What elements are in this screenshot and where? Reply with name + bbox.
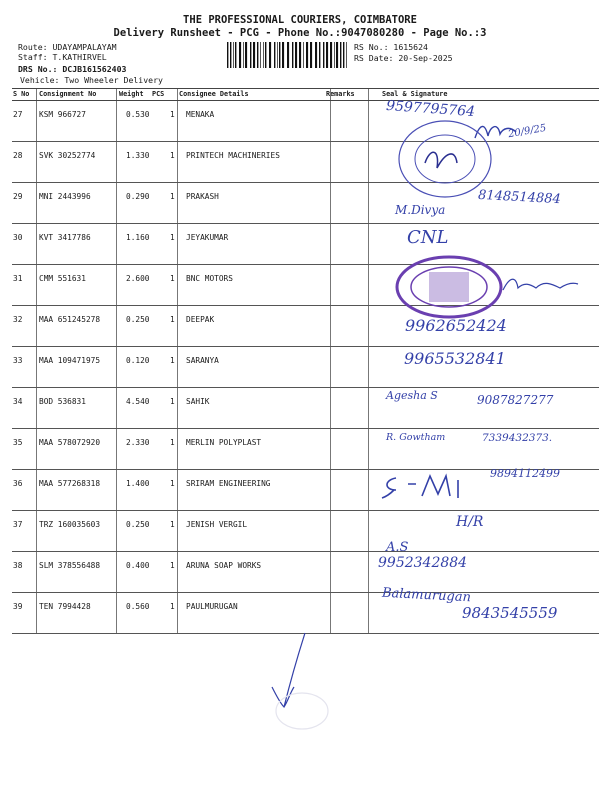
barcode-bar xyxy=(279,42,280,68)
r38-name-handwriting: A.S xyxy=(386,540,409,555)
header-weight: Weight xyxy=(119,90,144,98)
r38-phone-handwriting: 9952342884 xyxy=(378,555,468,571)
row-weight: 0.250 xyxy=(126,520,150,529)
row-pcs: 1 xyxy=(170,274,175,283)
row-pcs: 1 xyxy=(170,110,175,119)
r32-phone-handwriting: 9962652424 xyxy=(405,316,507,335)
r36-signature-icon xyxy=(378,470,478,506)
table-row xyxy=(12,511,599,552)
barcode-bar xyxy=(319,42,320,68)
barcode-bar xyxy=(233,42,234,68)
vehicle-label: Vehicle: Two Wheeler Delivery xyxy=(20,75,163,85)
barcode-bar xyxy=(250,42,251,68)
r39-phone-handwriting: 9843545559 xyxy=(462,604,558,622)
row-sno: 37 xyxy=(13,520,23,529)
row-consignment: BOD 536831 xyxy=(39,397,86,406)
drs-number: DRS No.: DCJB161562403 xyxy=(18,64,127,74)
table-row xyxy=(12,142,599,183)
barcode-bar xyxy=(257,42,258,68)
row-consignment: KSM 966727 xyxy=(39,110,86,119)
row-sno: 39 xyxy=(13,602,23,611)
row-consignee: ARUNA SOAP WORKS xyxy=(186,561,262,570)
row-consignment: TRZ 160035603 xyxy=(39,520,101,529)
barcode-bar xyxy=(282,42,284,68)
rs-number: RS No.: 1615624 xyxy=(354,42,428,52)
barcode-bar xyxy=(340,42,341,68)
row-consignee: BNC MOTORS xyxy=(186,274,233,283)
barcode-bar xyxy=(303,42,304,68)
r30-cnl-handwriting: CNL xyxy=(407,227,449,248)
r27-phone-handwriting: 9597795764 xyxy=(385,97,476,121)
header-sno: S No xyxy=(13,90,30,98)
row-sno: 33 xyxy=(13,356,23,365)
row-sno: 35 xyxy=(13,438,23,447)
r35-name-handwriting: R. Gowtham xyxy=(386,432,446,443)
row-pcs: 1 xyxy=(170,561,175,570)
barcode-bar xyxy=(253,42,255,68)
row-consignee: MENAKA xyxy=(186,110,215,119)
row-pcs: 1 xyxy=(170,520,175,529)
row-pcs: 1 xyxy=(170,315,175,324)
r34-name-handwriting: Agesha S xyxy=(386,389,438,402)
r36-phone-handwriting: 9894112499 xyxy=(490,467,560,480)
row-consignee: DEEPAK xyxy=(186,315,215,324)
barcode-bar xyxy=(292,42,293,68)
row-consignment: MNI 2443996 xyxy=(39,192,91,201)
header-remarks: Remarks xyxy=(326,90,355,98)
barcode-bar xyxy=(277,42,278,68)
barcode-bar xyxy=(235,42,236,68)
row-consignment: MAA 577268318 xyxy=(39,479,101,488)
table-header xyxy=(12,88,599,101)
row-consignment: MAA 651245278 xyxy=(39,315,101,324)
route-label: Route: UDAYAMPALAYAM xyxy=(18,42,117,52)
row-pcs: 1 xyxy=(170,356,175,365)
row-consignee: SRIRAM ENGINEERING xyxy=(186,479,271,488)
row-sno: 32 xyxy=(13,315,23,324)
row-weight: 0.400 xyxy=(126,561,150,570)
barcode-bar xyxy=(287,42,289,68)
r31-signature-icon xyxy=(500,272,580,300)
r34-phone-handwriting: 9087827277 xyxy=(477,393,554,407)
runsheet-subtitle: Delivery Runsheet - PCG - Phone No.:9047080280 - Page No.:3 xyxy=(113,27,487,39)
row-consignee: JEYAKUMAR xyxy=(186,233,229,242)
row-sno: 29 xyxy=(13,192,23,201)
row-sno: 36 xyxy=(13,479,23,488)
r35-phone-handwriting: 7339432373. xyxy=(482,432,553,444)
row-weight: 1.330 xyxy=(126,151,150,160)
rs-date: RS Date: 20-Sep-2025 xyxy=(354,53,453,63)
row-consignment: MAA 578072920 xyxy=(39,438,101,447)
row-consignee: JENISH VERGIL xyxy=(186,520,248,529)
barcode-bar xyxy=(299,42,301,68)
row-weight: 2.600 xyxy=(126,274,150,283)
row-consignee: SAHIK xyxy=(186,397,210,406)
row-consignment: SLM 378556488 xyxy=(39,561,101,570)
header-pcs: PCS xyxy=(152,90,165,98)
r27-date-handwriting: 20/9/25 xyxy=(507,122,548,141)
row-pcs: 1 xyxy=(170,233,175,242)
barcode-bar xyxy=(315,42,317,68)
barcode-bar xyxy=(306,42,308,68)
row-weight: 0.290 xyxy=(126,192,150,201)
row-pcs: 1 xyxy=(170,151,175,160)
barcode-bar xyxy=(243,42,244,68)
barcode-bar xyxy=(336,42,338,68)
header-consignee: Consignee Details xyxy=(179,90,249,98)
row-consignment: CMM 551631 xyxy=(39,274,86,283)
runsheet-table xyxy=(12,88,599,634)
row-weight: 0.120 xyxy=(126,356,150,365)
row-consignee: PRINTECH MACHINERIES xyxy=(186,151,280,160)
row-weight: 0.560 xyxy=(126,602,150,611)
header-seal: Seal & Signature xyxy=(382,90,448,98)
row-pcs: 1 xyxy=(170,479,175,488)
barcode-bar xyxy=(330,42,332,68)
row-sno: 28 xyxy=(13,151,23,160)
barcode-bar xyxy=(260,42,261,68)
row-consignee: PAULMURUGAN xyxy=(186,602,238,611)
row-sno: 34 xyxy=(13,397,23,406)
row-weight: 0.250 xyxy=(126,315,150,324)
barcode-image xyxy=(227,42,349,68)
r37-hr-handwriting: H/R xyxy=(456,514,484,530)
barcode-bar xyxy=(274,42,275,68)
barcode-bar xyxy=(245,42,247,68)
barcode-bar xyxy=(239,42,241,68)
barcode-bar xyxy=(334,42,335,68)
row-pcs: 1 xyxy=(170,192,175,201)
row-sno: 31 xyxy=(13,274,23,283)
row-consignee: SARANYA xyxy=(186,356,219,365)
row-consignment: KVT 3417786 xyxy=(39,233,91,242)
row-pcs: 1 xyxy=(170,397,175,406)
barcode-bar xyxy=(346,42,347,68)
row-sno: 38 xyxy=(13,561,23,570)
row-weight: 2.330 xyxy=(126,438,150,447)
row-consignment: TEN 7994428 xyxy=(39,602,91,611)
row-consignee: MERLIN POLYPLAST xyxy=(186,438,262,447)
r33-phone-handwriting: 9965532841 xyxy=(404,349,506,368)
row-weight: 1.160 xyxy=(126,233,150,242)
barcode-bar xyxy=(230,42,231,68)
barcode-bar xyxy=(310,42,312,68)
table-row xyxy=(12,306,599,347)
row-weight: 4.540 xyxy=(126,397,150,406)
row-sno: 30 xyxy=(13,233,23,242)
staff-label: Staff: T.KATHIRVEL xyxy=(18,52,107,62)
barcode-bar xyxy=(263,42,264,68)
r29-phone-handwriting: 8148514884 xyxy=(477,187,562,208)
row-consignment: SVK 30252774 xyxy=(39,151,96,160)
barcode-bar xyxy=(269,42,271,68)
barcode-bar xyxy=(323,42,324,68)
pen-stroke-arrow-icon xyxy=(260,625,350,735)
row-weight: 0.530 xyxy=(126,110,150,119)
row-pcs: 1 xyxy=(170,602,175,611)
table-row xyxy=(12,224,599,265)
row-consignee: PRAKASH xyxy=(186,192,219,201)
barcode-bar xyxy=(343,42,344,68)
row-weight: 1.400 xyxy=(126,479,150,488)
barcode-bar xyxy=(265,42,266,68)
bnc-motors-stamp-icon xyxy=(394,254,504,320)
r29-name-handwriting: M.Divya xyxy=(395,203,446,217)
table-row xyxy=(12,552,599,593)
barcode-bar xyxy=(227,42,228,68)
barcode-bar xyxy=(326,42,328,68)
row-sno: 27 xyxy=(13,110,23,119)
row-pcs: 1 xyxy=(170,438,175,447)
r39-name-handwriting: Balamurugan xyxy=(381,585,472,606)
row-consignment: MAA 109471975 xyxy=(39,356,101,365)
header-consignment: Consignment No xyxy=(39,90,97,98)
company-title: THE PROFESSIONAL COURIERS, COIMBATORE xyxy=(183,14,417,26)
table-row xyxy=(12,347,599,388)
barcode-bar xyxy=(295,42,297,68)
